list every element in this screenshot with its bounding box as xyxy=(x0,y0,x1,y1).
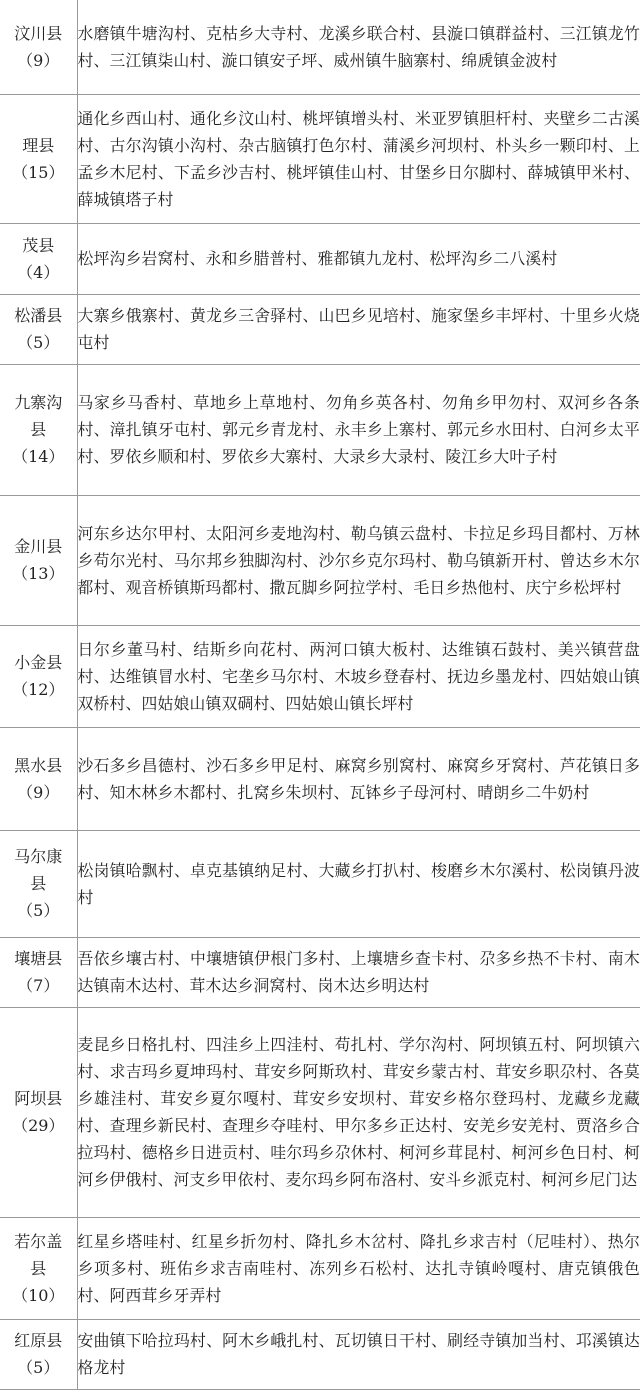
county-name: 小金县 xyxy=(14,653,63,672)
village-count: （29） xyxy=(12,1116,65,1135)
county-name: 汶川县 xyxy=(14,23,63,43)
village-count: （12） xyxy=(12,680,65,699)
table-row xyxy=(0,1217,640,1319)
county-name: 松潘县 xyxy=(14,306,63,325)
county-cell xyxy=(0,294,77,364)
village-list: 沙石多乡昌德村、沙石多乡甲足村、麻窝乡别窝村、麻窝乡牙窝村、芦花镇日多村、知木林乡木都村、扎窝乡朱坝村、瓦钵乡子母河村、晴朗乡二牛奶村 xyxy=(77,727,640,830)
table-row xyxy=(0,364,640,495)
village-count: （10） xyxy=(12,1285,65,1305)
village-count: （14） xyxy=(12,447,65,466)
county-name: 马尔康 县 xyxy=(14,847,63,893)
village-list: 日尔乡董马村、结斯乡向花村、两河口镇大板村、达维镇石鼓村、美兴镇营盘村、达维镇冒水村、宅垄乡马尔村、木坡乡登春村、抚边乡墨龙村、四姑娘山镇双桥村、四姑娘山镇双碉村、四姑娘山镇长坪村 xyxy=(77,625,640,727)
county-name: 若尔盖 县 xyxy=(14,1231,63,1278)
table-row xyxy=(0,1007,640,1217)
county-name: 理县 xyxy=(22,135,55,155)
table-row xyxy=(0,727,640,830)
village-count: （9） xyxy=(17,782,60,802)
table-row xyxy=(0,937,640,1007)
village-list: 吾依乡壤古村、中壤塘镇伊根门多村、上壤塘乡查卡村、尕多乡热不卡村、南木达镇南木达村、茸木达乡洞窝村、岗木达乡明达村 xyxy=(77,937,640,1007)
county-name: 金川县 xyxy=(14,537,63,556)
county-cell xyxy=(0,0,77,94)
county-cell xyxy=(0,1319,77,1389)
village-count: （5） xyxy=(17,901,60,920)
village-count: （5） xyxy=(17,1358,60,1377)
county-cell xyxy=(0,223,77,294)
village-list: 大寨乡俄寨村、黄龙乡三舍驿村、山巴乡见培村、施家堡乡丰坪村、十里乡火烧屯村 xyxy=(77,294,640,364)
village-list: 河东乡达尔甲村、太阳河乡麦地沟村、勒乌镇云盘村、卡拉足乡玛目都村、万林乡苟尔光村、马尔邦乡独脚沟村、沙尔乡克尔玛村、勒乌镇新开村、曾达乡木尔都村、观音桥镇斯玛都村、撒瓦脚乡阿拉学村、毛日乡热他村、庆宁乡松坪村 xyxy=(77,495,640,625)
table-row xyxy=(0,294,640,364)
county-name: 九寨沟 县 xyxy=(14,393,63,439)
county-cell xyxy=(0,364,77,495)
county-cell xyxy=(0,1217,77,1319)
village-list: 麦昆乡日格扎村、四洼乡上四洼村、苟扎村、学尔沟村、阿坝镇五村、阿坝镇六村、求吉玛乡夏坤玛村、茸安乡阿斯玖村、茸安乡蒙古村、茸安乡职尕村、各莫乡雄洼村、茸安乡夏尔嘎村、茸安乡安坝村、茸安乡格尔登玛村、龙藏乡龙藏村、查理乡新民村、查理乡夺哇村、甲尔多乡正达村、安羌乡安羌村、贾洛乡合拉玛村、德格乡日进贡村、哇尔玛乡尕休村、柯河乡茸昆村、柯河乡色日村、柯河乡伊俄村、河支乡甲依村、麦尔玛乡阿布洛村、安斗乡派克村、柯河乡尼门达 xyxy=(77,1007,640,1217)
table-row xyxy=(0,495,640,625)
county-cell xyxy=(0,937,77,1007)
table-row xyxy=(0,625,640,727)
village-list: 红星乡塔哇村、红星乡折勿村、降扎乡木岔村、降扎乡求吉村（尼哇村）、热尔乡项多村、班佑乡求吉南哇村、冻列乡石松村、达扎寺镇岭嘎村、唐克镇俄色村、阿西茸乡牙弄村 xyxy=(77,1217,640,1319)
village-list: 通化乡西山村、通化乡汶山村、桃坪镇增头村、米亚罗镇胆杆村、夹壁乡二古溪村、古尔沟镇小沟村、杂古脑镇打色尔村、蒲溪乡河坝村、朴头乡一颗印村、上孟乡木尼村、下孟乡沙吉村、桃坪镇佳山村、甘堡乡日尔脚村、薛城镇甲米村、薛城镇塔子村 xyxy=(77,94,640,223)
county-cell xyxy=(0,1007,77,1217)
village-list: 马家乡马香村、草地乡上草地村、勿角乡英各村、勿角乡甲勿村、双河乡各条村、漳扎镇牙屯村、郭元乡青龙村、永丰乡上寨村、郭元乡水田村、白河乡太平村、罗依乡顺和村、罗依乡大寨村、大录乡大录村、陵江乡大叶子村 xyxy=(77,364,640,495)
table-row xyxy=(0,830,640,937)
village-count: （7） xyxy=(17,976,60,995)
county-cell xyxy=(0,727,77,830)
county-name: 壤塘县 xyxy=(14,949,63,968)
county-name: 黑水县 xyxy=(14,755,63,775)
village-list: 松岗镇哈飘村、卓克基镇纳足村、大藏乡打扒村、梭磨乡木尔溪村、松岗镇丹波村 xyxy=(77,830,640,937)
table-row xyxy=(0,0,640,94)
village-count: （4） xyxy=(17,262,60,282)
county-name: 阿坝县 xyxy=(14,1089,63,1108)
table-row xyxy=(0,223,640,294)
table-row xyxy=(0,94,640,223)
village-count: （13） xyxy=(12,564,65,583)
village-count: （5） xyxy=(17,333,60,352)
county-cell xyxy=(0,94,77,223)
village-list: 安曲镇下哈拉玛村、阿木乡峨扎村、瓦切镇日干村、刷经寺镇加当村、邛溪镇达格龙村 xyxy=(77,1319,640,1389)
county-cell xyxy=(0,625,77,727)
village-count: （15） xyxy=(12,162,65,182)
table-row xyxy=(0,1319,640,1389)
county-cell xyxy=(0,495,77,625)
village-list: 水磨镇牛塘沟村、克枯乡大寺村、龙溪乡联合村、县漩口镇群益村、三江镇龙竹村、三江镇柒山村、漩口镇安子坪、威州镇牛脑寨村、绵虒镇金波村 xyxy=(77,0,640,94)
village-count: （9） xyxy=(17,50,60,70)
county-cell xyxy=(0,830,77,937)
village-list: 松坪沟乡岩窝村、永和乡腊普村、雅都镇九龙村、松坪沟乡二八溪村 xyxy=(77,223,640,294)
county-name: 茂县 xyxy=(22,235,55,255)
county-name: 红原县 xyxy=(14,1331,63,1350)
